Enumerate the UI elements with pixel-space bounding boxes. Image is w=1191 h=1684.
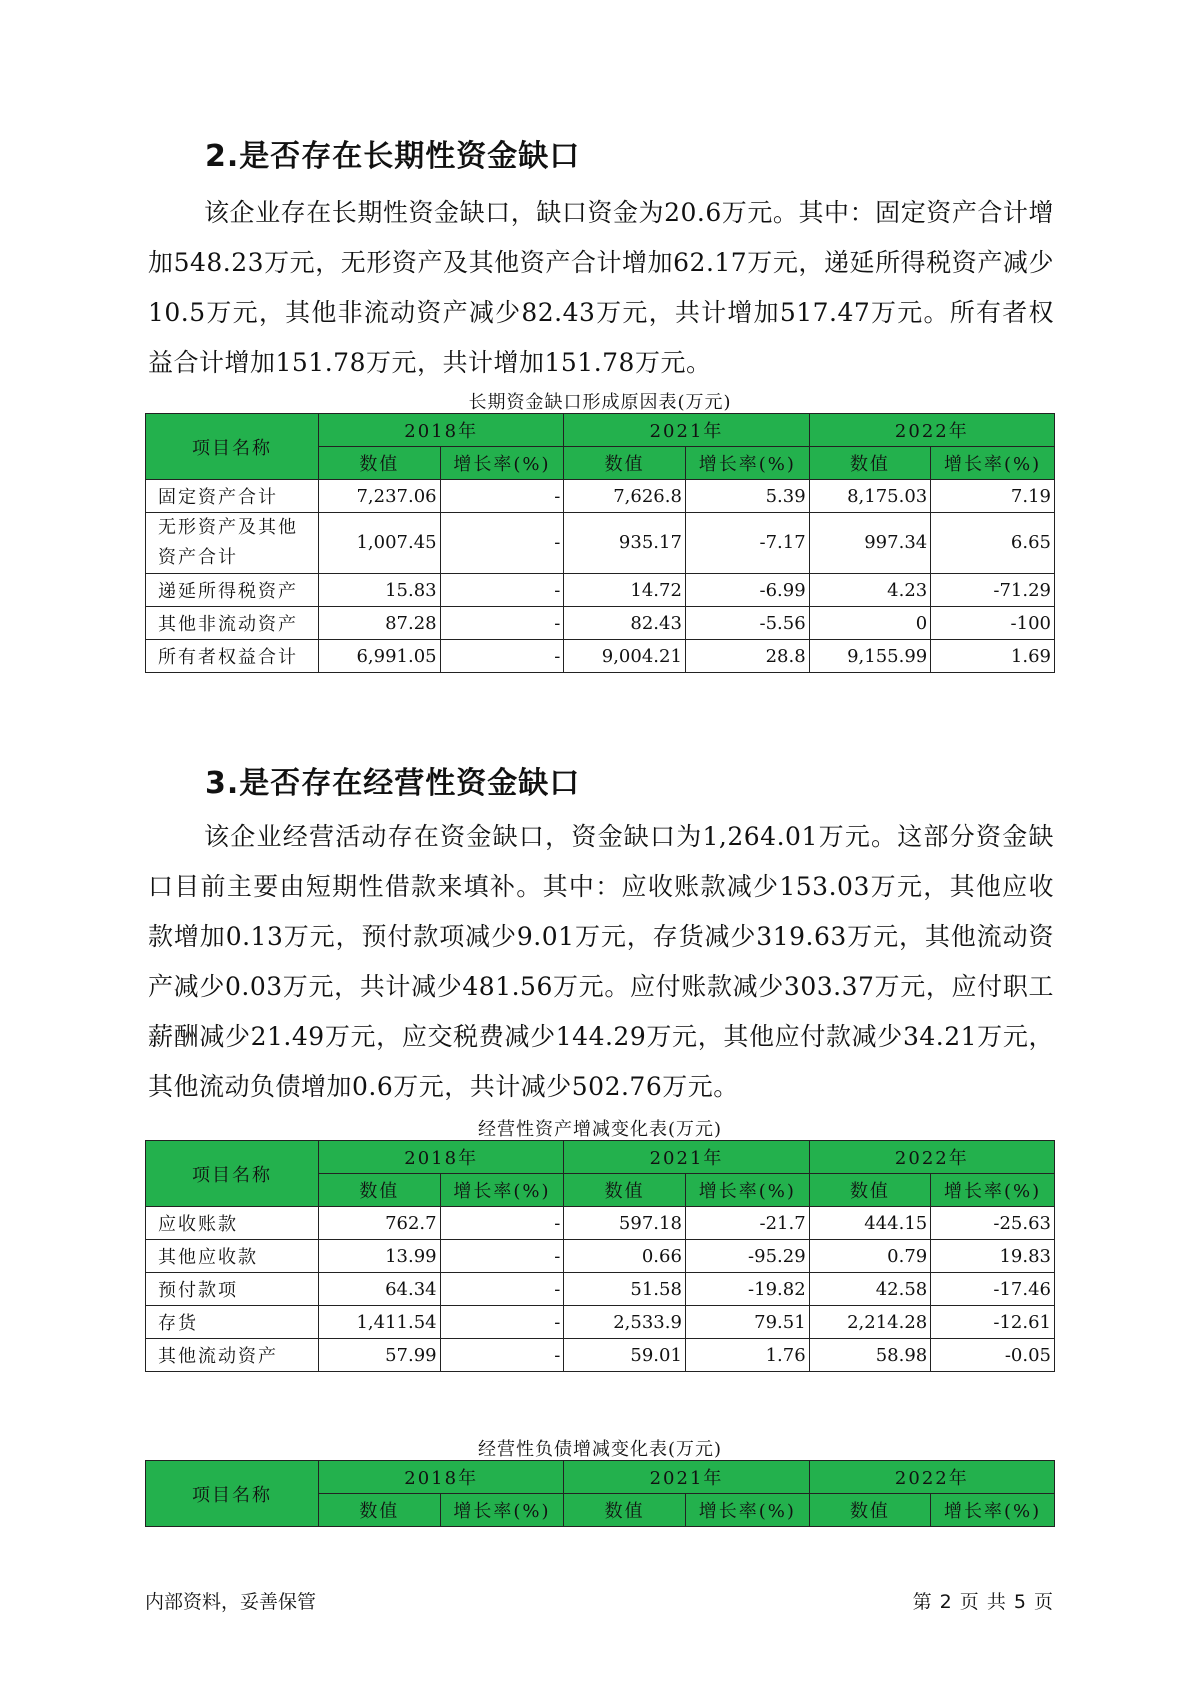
- row-label: 其他应收款: [146, 1240, 319, 1273]
- cell: 19.83: [931, 1240, 1055, 1273]
- cell: 64.34: [319, 1273, 441, 1306]
- row-label: 预付款项: [146, 1273, 319, 1306]
- cell: -0.05: [931, 1339, 1055, 1372]
- cell: 2,214.28: [809, 1306, 931, 1339]
- header-rate: 增长率(%): [685, 1174, 809, 1207]
- header-value: 数值: [564, 1494, 686, 1527]
- footer-page-number: 第 2 页 共 5 页: [912, 1591, 1054, 1613]
- header-year: 2022年: [809, 414, 1054, 447]
- header-value: 数值: [809, 447, 931, 480]
- operating-liabilities-table: [145, 1460, 1055, 1527]
- cell: 9,155.99: [809, 640, 931, 673]
- header-rate: 增长率(%): [931, 1494, 1055, 1527]
- cell: -95.29: [685, 1240, 809, 1273]
- table-3-caption: 经营性负债增减变化表(万元): [477, 1439, 723, 1460]
- section-3-paragraph: 该企业经营活动存在资金缺口，资金缺口为1,264.01万元。这部分资金缺口目前主要由短期性借款来填补。其中：应收账款减少153.03万元，其他应收款增加0.13万元，预付款项减少9.01万元，存货减少319.63万元，其他流动资产减少0.03万元，共计减少481.56万元。应付账款减少303.37万元，应付职工薪酬减少21.49万元，应交税费减少144.29万元，其他应付款减少34.21万元，其他流动负债增加0.6万元，共计减少502.76万元。: [148, 822, 1054, 1101]
- cell: -: [440, 1273, 564, 1306]
- cell: -: [440, 1240, 564, 1273]
- header-value: 数值: [809, 1494, 931, 1527]
- cell: -: [440, 1207, 564, 1240]
- cell: 58.98: [809, 1339, 931, 1372]
- row-label: 所有者权益合计: [146, 640, 319, 673]
- cell: -: [440, 480, 564, 513]
- row-label: 递延所得税资产: [146, 574, 319, 607]
- cell: 6.65: [931, 513, 1055, 574]
- cell: 79.51: [685, 1306, 809, 1339]
- header-rate: 增长率(%): [685, 447, 809, 480]
- header-item-name: 项目名称: [146, 414, 319, 480]
- header-value: 数值: [319, 1494, 441, 1527]
- table-row: [146, 640, 1055, 673]
- table-row: [146, 480, 1055, 513]
- cell: -7.17: [685, 513, 809, 574]
- cell: -17.46: [931, 1273, 1055, 1306]
- header-rate: 增长率(%): [440, 447, 564, 480]
- cell: -100: [931, 607, 1055, 640]
- header-year: 2021年: [564, 1461, 809, 1494]
- cell: 1,411.54: [319, 1306, 441, 1339]
- header-year: 2022年: [809, 1141, 1054, 1174]
- cell: -: [440, 640, 564, 673]
- section-2-heading: 2.是否存在长期性资金缺口: [205, 139, 581, 174]
- header-rate: 增长率(%): [440, 1174, 564, 1207]
- footer-confidential-note: 内部资料，妥善保管: [145, 1591, 317, 1613]
- table-2-caption: 经营性资产增减变化表(万元): [477, 1119, 723, 1140]
- cell: 42.58: [809, 1273, 931, 1306]
- cell: -: [440, 574, 564, 607]
- row-label: 固定资产合计: [146, 480, 319, 513]
- cell: -5.56: [685, 607, 809, 640]
- header-year: 2018年: [319, 1141, 564, 1174]
- cell: 935.17: [564, 513, 686, 574]
- cell: 14.72: [564, 574, 686, 607]
- header-rate: 增长率(%): [440, 1494, 564, 1527]
- cell: 762.7: [319, 1207, 441, 1240]
- header-year: 2021年: [564, 414, 809, 447]
- section-2-paragraph: 该企业存在长期性资金缺口，缺口资金为20.6万元。其中：固定资产合计增加548.23万元，无形资产及其他资产合计增加62.17万元，递延所得税资产减少10.5万元，其他非流动资产减少82.43万元，共计增加517.47万元。所有者权益合计增加151.78万元，共计增加151.78万元。: [148, 198, 1054, 377]
- header-value: 数值: [319, 447, 441, 480]
- cell: 7,626.8: [564, 480, 686, 513]
- cell: -25.63: [931, 1207, 1055, 1240]
- cell: -: [440, 1306, 564, 1339]
- header-item-name: 项目名称: [146, 1461, 319, 1527]
- row-label: 其他流动资产: [146, 1339, 319, 1372]
- table-row: [146, 1339, 1055, 1372]
- cell: -19.82: [685, 1273, 809, 1306]
- cell: -21.7: [685, 1207, 809, 1240]
- header-year: 2018年: [319, 414, 564, 447]
- header-rate: 增长率(%): [931, 447, 1055, 480]
- cell: 28.8: [685, 640, 809, 673]
- cell: 82.43: [564, 607, 686, 640]
- cell: -: [440, 1339, 564, 1372]
- header-year: 2018年: [319, 1461, 564, 1494]
- cell: 4.23: [809, 574, 931, 607]
- header-value: 数值: [809, 1174, 931, 1207]
- cell: 7.19: [931, 480, 1055, 513]
- row-label: 其他非流动资产: [146, 607, 319, 640]
- row-label: 应收账款: [146, 1207, 319, 1240]
- cell: -71.29: [931, 574, 1055, 607]
- row-label: 无形资产及其他资产合计: [146, 513, 319, 574]
- header-year: 2021年: [564, 1141, 809, 1174]
- cell: 7,237.06: [319, 480, 441, 513]
- cell: -: [440, 513, 564, 574]
- cell: 87.28: [319, 607, 441, 640]
- cell: -12.61: [931, 1306, 1055, 1339]
- section-3-heading: 3.是否存在经营性资金缺口: [205, 766, 581, 801]
- cell: 597.18: [564, 1207, 686, 1240]
- cell: 5.39: [685, 480, 809, 513]
- long-term-gap-table: [145, 413, 1055, 673]
- table-1-caption: 长期资金缺口形成原因表(万元): [468, 392, 732, 413]
- header-value: 数值: [319, 1174, 441, 1207]
- cell: 6,991.05: [319, 640, 441, 673]
- header-value: 数值: [564, 1174, 686, 1207]
- header-rate: 增长率(%): [931, 1174, 1055, 1207]
- cell: 8,175.03: [809, 480, 931, 513]
- table-row: [146, 1306, 1055, 1339]
- operating-assets-table: [145, 1140, 1055, 1372]
- cell: 13.99: [319, 1240, 441, 1273]
- cell: 57.99: [319, 1339, 441, 1372]
- header-value: 数值: [564, 447, 686, 480]
- cell: 2,533.9: [564, 1306, 686, 1339]
- cell: 15.83: [319, 574, 441, 607]
- header-year: 2022年: [809, 1461, 1054, 1494]
- table-row: [146, 513, 1055, 574]
- row-label: 存货: [146, 1306, 319, 1339]
- cell: -6.99: [685, 574, 809, 607]
- cell: 1,007.45: [319, 513, 441, 574]
- cell: -: [440, 607, 564, 640]
- table-row: [146, 1240, 1055, 1273]
- table-row: [146, 1207, 1055, 1240]
- cell: 9,004.21: [564, 640, 686, 673]
- header-rate: 增长率(%): [685, 1494, 809, 1527]
- table-row: [146, 574, 1055, 607]
- cell: 0.66: [564, 1240, 686, 1273]
- cell: 444.15: [809, 1207, 931, 1240]
- cell: 1.76: [685, 1339, 809, 1372]
- cell: 1.69: [931, 640, 1055, 673]
- table-row: [146, 607, 1055, 640]
- cell: 0.79: [809, 1240, 931, 1273]
- cell: 997.34: [809, 513, 931, 574]
- cell: 51.58: [564, 1273, 686, 1306]
- cell: 0: [809, 607, 931, 640]
- cell: 59.01: [564, 1339, 686, 1372]
- header-item-name: 项目名称: [146, 1141, 319, 1207]
- table-row: [146, 1273, 1055, 1306]
